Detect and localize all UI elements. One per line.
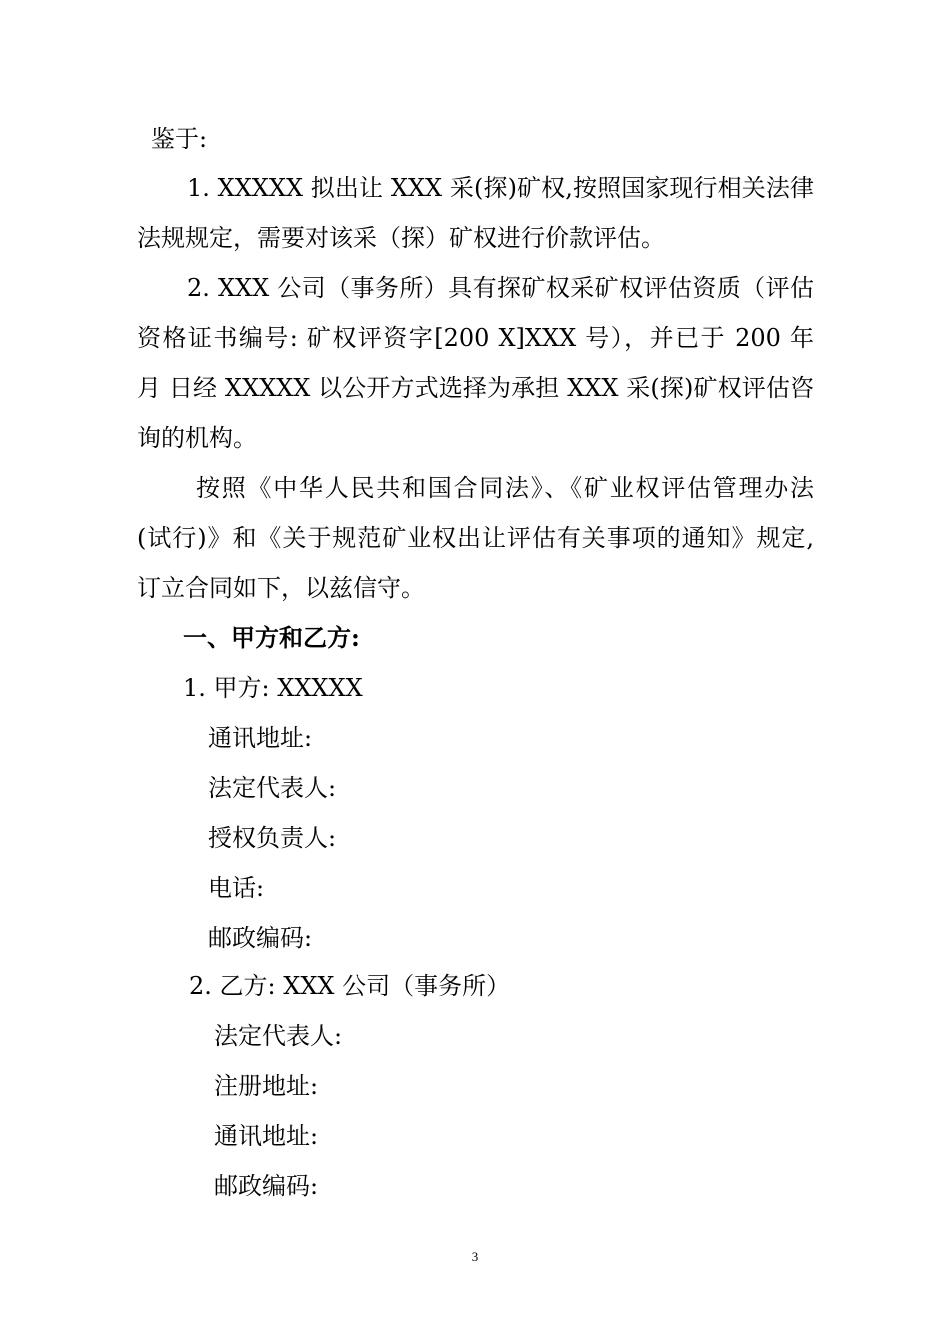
party-a-authorized-label: 授权负责人: — [208, 824, 337, 852]
party-a-legal-rep-label: 法定代表人: — [208, 774, 337, 802]
party-a-address-label: 通讯地址: — [208, 724, 313, 752]
party-a-postcode-label: 邮政编码: — [208, 924, 313, 952]
party-b-title: 2. 乙方: XXX 公司（事务所） — [189, 972, 511, 1000]
page-number: 3 — [471, 1249, 479, 1264]
party-b-address-label: 通讯地址: — [214, 1122, 319, 1150]
party-b-legal-rep-label: 法定代表人: — [214, 1022, 343, 1050]
para2-line3: 月 日经 XXXXX 以公开方式选择为承担 XXX 采(探)矿权评估咨 — [137, 374, 814, 402]
para2-line4: 询的机构。 — [137, 424, 257, 452]
party-a-phone-label: 电话: — [208, 874, 265, 902]
party-b-registered-address-label: 注册地址: — [214, 1072, 319, 1100]
whereas-heading: 鉴于: — [151, 125, 208, 153]
party-a-title: 1. 甲方: XXXXX — [183, 674, 363, 702]
para3-line1: 按照《中华人民共和国合同法》、《矿业权评估管理办法 — [196, 474, 814, 502]
para1-line2: 法规规定，需要对该采（探）矿权进行价款评估。 — [137, 224, 665, 252]
para3-line3: 订立合同如下，以兹信守。 — [137, 574, 425, 602]
para2-line1: 2. XXX 公司（事务所）具有探矿权采矿权评估资质（评估 — [187, 274, 814, 302]
para3-line2: (试行)》和《关于规范矿业权出让评估有关事项的通知》规定, — [137, 524, 814, 552]
section1-heading: 一、甲方和乙方: — [183, 623, 360, 652]
para2-line2: 资格证书编号: 矿权评资字[200 X]XXX 号），并已于 200 年 — [137, 324, 814, 352]
para1-line1: 1. XXXXX 拟出让 XXX 采(探)矿权,按照国家现行相关法律 — [187, 174, 814, 202]
party-b-postcode-label: 邮政编码: — [214, 1172, 319, 1200]
